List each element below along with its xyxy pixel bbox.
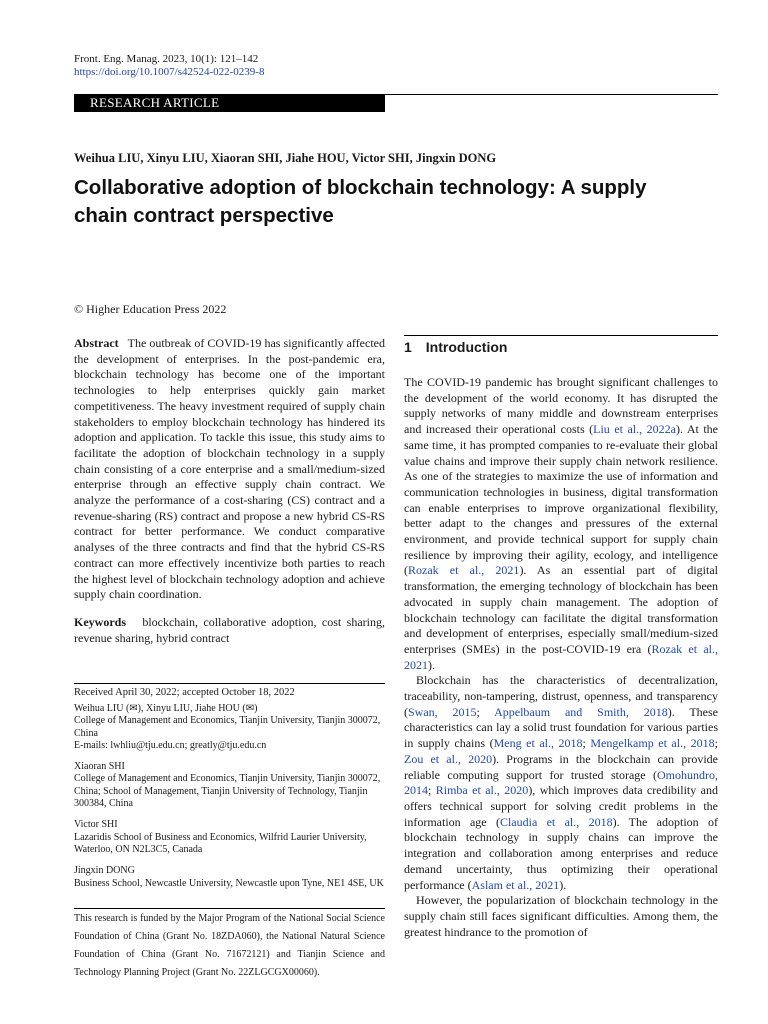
citation-link[interactable]: Swan, 2015 bbox=[408, 704, 477, 719]
abstract-column bbox=[74, 336, 385, 646]
citation-link[interactable]: Meng et al., 2018 bbox=[493, 736, 583, 751]
article-type-label: RESEARCH ARTICLE bbox=[90, 95, 220, 110]
body-text: ; bbox=[714, 736, 718, 751]
body-text: ). The adoption of blockchain technology in supply chains can improve the integration and collaboration among enterprises and reduce demand uncertainty, thus optimizing their operational performance ( bbox=[404, 814, 718, 892]
affiliation-entry bbox=[74, 865, 385, 890]
author-list: Weihua LIU, Xinyu LIU, Xiaoran SHI, Jiahe HOU, Victor SHI, Jingxin DONG bbox=[74, 151, 497, 165]
affiliation-names: Victor SHI bbox=[74, 819, 118, 831]
body-text: ). These characteristics can lay a solid trust foundation for various parties in supply chains ( bbox=[404, 704, 719, 751]
citation-link[interactable]: Appelbaum and Smith, 2018 bbox=[494, 704, 668, 719]
footnote-divider bbox=[74, 683, 385, 684]
affiliation-emails: E-mails: lwhliu@tju.edu.cn; greatly@tju.edu.cn bbox=[74, 739, 267, 751]
keywords-label: Keywords bbox=[74, 614, 126, 629]
journal-citation: Front. Eng. Manag. 2023, 10(1): 121–142 bbox=[74, 53, 259, 65]
body-text: ). bbox=[428, 657, 435, 672]
affiliation-names: Weihua LIU (✉), Xinyu LIU, Jiahe HOU (✉) bbox=[74, 703, 258, 714]
affiliation-entry bbox=[74, 703, 385, 752]
section-title: Introduction bbox=[425, 339, 508, 355]
citation-link[interactable]: Rimba et al., 2020 bbox=[435, 783, 529, 798]
section-heading bbox=[404, 339, 507, 355]
affiliation-names: Jingxin DONG bbox=[74, 865, 135, 877]
abstract bbox=[74, 336, 385, 603]
body-text: ). As an essential part of digital transformation, the emerging technology of blockchain has been advocated in supply chain management. The adoption of blockchain technology can facilitate the digital transformation and development of enterprises, especially small/medium-sized enterprises (SMEs) in the post-COVID-19 era ( bbox=[404, 563, 718, 656]
body-text: ), which improves data credibility and offers technical support for solving credit problems in the information age ( bbox=[404, 783, 718, 829]
keywords-text: blockchain, collaborative adoption, cost sharing, revenue sharing, hybrid contract bbox=[74, 614, 385, 645]
abstract-text: The outbreak of COVID-19 has significantly affected the development of enterprises. In the post-pandemic era, blockchain technology has become one of the important technologies to help enterprises quickly gain market competitiveness. The heavy investment required of supply chain stakeholders to employ blockchain technology has hindered its adoption and application. To tackle this issue, this study aims to facilitate the adoption of blockchain technology in a supply chain consisting of a core enterprise and a small/medium-sized enterprise through an effective supply chain contract. We analyze the performance of a cost-sharing (CS) contract and a revenue-sharing (RS) contract and propose a new hybrid CS-RS contract for better performance. We conduct comparative analyses of the three contracts and find that the hybrid CS-RS contract can more effectively incentivize both parties to reach the highest level of blockchain technology adoption and achieve supply chain coordination. bbox=[74, 336, 385, 602]
affiliation-address: Lazaridis School of Business and Economics, Wilfrid Laurier University, Waterloo, ON N2L3C5, Canada bbox=[74, 831, 367, 855]
citation-link[interactable]: Zou et al., 2020 bbox=[404, 751, 493, 766]
body-text: ). At the same time, it has prompted companies to re-evaluate their global value chains and improve their supply chain network resilience. As one of the strategies to maximize the use of information and communication technologies in business, digital transformation can enable enterprises to improve organizational flexibility, better adapt to the changes and pressures of the external environment, and provide technical support for supply chain resilience by improving their agility, ecology, and intelligence ( bbox=[404, 422, 718, 578]
body-text: ; bbox=[476, 704, 495, 719]
citation-link[interactable]: Liu et al., 2022a bbox=[593, 422, 676, 437]
doi-link[interactable]: https://doi.org/10.1007/s42524-022-0239-8 bbox=[74, 66, 265, 78]
affiliation-block bbox=[74, 686, 385, 890]
body-text: ). bbox=[559, 877, 567, 892]
section-rule bbox=[404, 335, 718, 336]
article-title bbox=[74, 174, 724, 230]
body-paragraph bbox=[404, 673, 718, 893]
copyright-notice: © Higher Education Press 2022 bbox=[74, 302, 227, 316]
title-line-2: chain contract perspective bbox=[74, 204, 334, 227]
section-number: 1 bbox=[404, 339, 412, 355]
affiliation-address: College of Management and Economics, Tianjin University, Tianjin 300072, China; School of Management, Tianjin University of Technology, Tianjin 300384, China bbox=[74, 773, 381, 810]
body-text: The COVID-19 pandemic has brought significant challenges to the development of the world economy. It has disrupted the supply networks of many middle and downstream enterprises and increased their operational costs ( bbox=[404, 375, 718, 437]
body-text: Blockchain has the characteristics of decentralization, traceability, non-tampering, distrust, openness, and transparency ( bbox=[404, 673, 718, 719]
affiliation-names: Xiaoran SHI bbox=[74, 761, 125, 773]
affiliation-address: College of Management and Economics, Tianjin University, Tianjin 300072, China bbox=[74, 715, 381, 739]
affiliation-entry bbox=[74, 819, 385, 856]
journal-header bbox=[74, 53, 264, 79]
body-paragraph: However, the popularization of blockchain technology in the supply chain still faces significant difficulties. Among them, the greatest hindrance to the promotion of bbox=[404, 893, 718, 939]
citation-link[interactable]: Aslam et al., 2021 bbox=[471, 877, 560, 892]
abstract-label: Abstract bbox=[74, 336, 119, 350]
citation-link[interactable]: Rozak et al., 2021 bbox=[408, 563, 520, 578]
body-text: ; bbox=[428, 783, 436, 798]
body-text: ). Programs in the blockchain can provide reliable computing support for trusted storage ( bbox=[404, 751, 718, 782]
header-rule bbox=[385, 94, 718, 95]
citation-link[interactable]: Rozak et al., 2021 bbox=[404, 641, 718, 672]
citation-link[interactable]: Claudia et al., 2018 bbox=[499, 814, 613, 829]
body-column bbox=[404, 375, 718, 940]
funding-divider bbox=[74, 908, 385, 909]
body-text: ; bbox=[582, 736, 591, 751]
keywords bbox=[74, 615, 385, 646]
received-dates: Received April 30, 2022; accepted October 18, 2022 bbox=[74, 687, 295, 698]
title-line-1: Collaborative adoption of blockchain technology: A supply bbox=[74, 176, 647, 199]
citation-link[interactable]: Mengelkamp et al., 2018 bbox=[590, 736, 715, 751]
affiliation-address: Business School, Newcastle University, Newcastle upon Tyne, NE1 4SE, UK bbox=[74, 877, 384, 889]
affiliation-entry bbox=[74, 761, 385, 810]
citation-link[interactable]: Omohundro, 2014 bbox=[404, 767, 718, 798]
funding-note: This research is funded by the Major Program of the National Social Science Foundation of China (Grant No. 18ZDA060), the National Natural Science Foundation of China (Grant No. 71672121) and Tianjin Science and Technology Planning Project (Grant No. 22ZLGCGX00060). bbox=[74, 913, 385, 978]
body-paragraph bbox=[404, 375, 718, 673]
